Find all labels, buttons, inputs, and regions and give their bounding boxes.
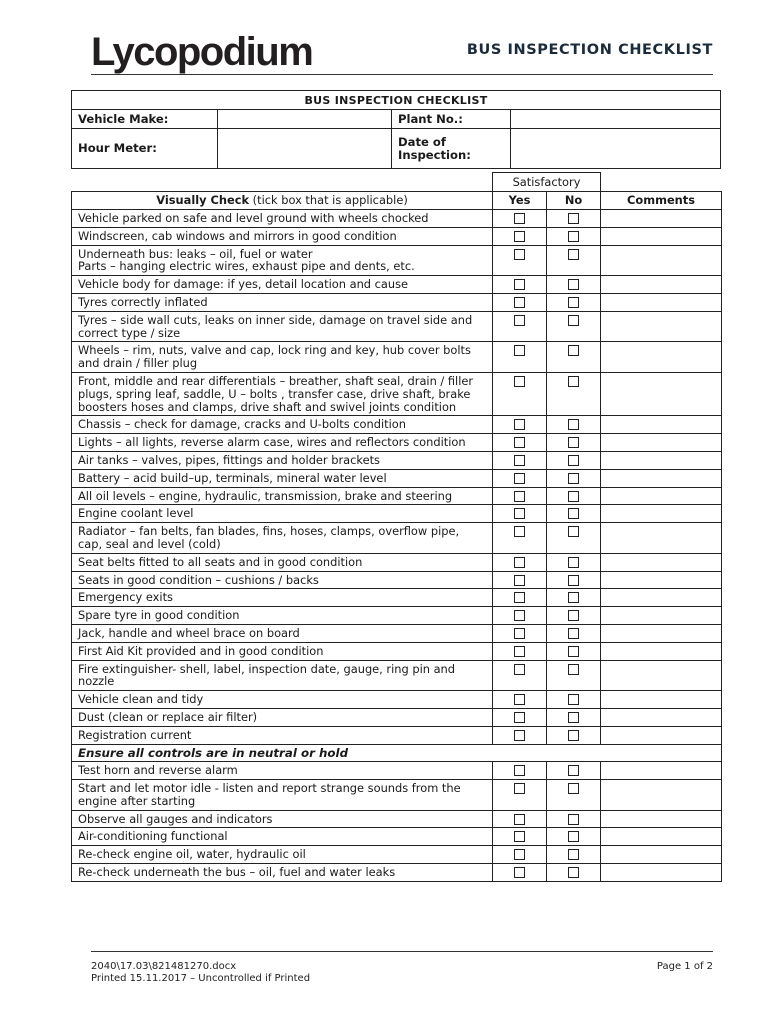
comments-cell[interactable] <box>601 708 722 726</box>
checklist-item-label: Battery – acid build–up, terminals, mineral water level <box>72 469 493 487</box>
yes-checkbox[interactable] <box>514 437 525 448</box>
info-table-title: BUS INSPECTION CHECKLIST <box>72 91 721 110</box>
yes-checkbox[interactable] <box>514 664 525 675</box>
checklist-item-label: Jack, handle and wheel brace on board <box>72 624 493 642</box>
no-checkbox[interactable] <box>568 315 579 326</box>
no-checkbox[interactable] <box>568 831 579 842</box>
yes-checkbox[interactable] <box>514 297 525 308</box>
checklist-item-label: Vehicle parked on safe and level ground with wheels chocked <box>72 210 493 228</box>
yes-checkbox[interactable] <box>514 575 525 586</box>
no-checkbox[interactable] <box>568 610 579 621</box>
company-logo: Lycopodium <box>91 30 313 74</box>
comments-cell[interactable] <box>601 828 722 846</box>
comments-cell[interactable] <box>601 589 722 607</box>
checklist-row <box>72 245 722 276</box>
no-checkbox[interactable] <box>568 213 579 224</box>
yes-checkbox[interactable] <box>514 315 525 326</box>
yes-checkbox[interactable] <box>514 592 525 603</box>
checklist-item-label: All oil levels – engine, hydraulic, transmission, brake and steering <box>72 487 493 505</box>
comments-cell[interactable] <box>601 245 722 276</box>
hour-meter-field[interactable] <box>218 129 392 169</box>
no-checkbox[interactable] <box>568 575 579 586</box>
no-checkbox[interactable] <box>568 628 579 639</box>
checklist-row <box>72 846 722 864</box>
yes-checkbox[interactable] <box>514 694 525 705</box>
comments-cell[interactable] <box>601 642 722 660</box>
comments-cell[interactable] <box>601 864 722 882</box>
comments-cell[interactable] <box>601 342 722 373</box>
checklist-item-label: Emergency exits <box>72 589 493 607</box>
checklist-row <box>72 708 722 726</box>
checklist-row <box>72 864 722 882</box>
checklist-row <box>72 276 722 294</box>
checklist-row <box>72 416 722 434</box>
no-checkbox[interactable] <box>568 694 579 705</box>
checklist-item-label: Start and let motor idle - listen and report strange sounds from the engine after starting <box>72 780 493 811</box>
yes-checkbox[interactable] <box>514 610 525 621</box>
yes-checkbox[interactable] <box>514 376 525 387</box>
no-checkbox[interactable] <box>568 664 579 675</box>
inspection-date-field[interactable] <box>511 129 721 169</box>
comments-cell[interactable] <box>601 210 722 228</box>
page-number: Page 1 of 2 <box>656 961 713 972</box>
checklist-row <box>72 726 722 744</box>
checklist-item-label: Fire extinguisher- shell, label, inspection date, gauge, ring pin and nozzle <box>72 660 493 691</box>
footer-left <box>91 961 310 985</box>
no-checkbox[interactable] <box>568 783 579 794</box>
yes-checkbox[interactable] <box>514 473 525 484</box>
checklist-item-label: First Aid Kit provided and in good condition <box>72 642 493 660</box>
comments-cell[interactable] <box>601 505 722 523</box>
yes-checkbox[interactable] <box>514 849 525 860</box>
checklist-row <box>72 660 722 691</box>
no-checkbox[interactable] <box>568 849 579 860</box>
no-checkbox[interactable] <box>568 712 579 723</box>
yes-checkbox[interactable] <box>514 491 525 502</box>
no-checkbox[interactable] <box>568 491 579 502</box>
no-checkbox[interactable] <box>568 473 579 484</box>
checklist-item-label: Lights – all lights, reverse alarm case, wires and reflectors condition <box>72 434 493 452</box>
section-heading: Ensure all controls are in neutral or hold <box>72 744 722 762</box>
yes-checkbox[interactable] <box>514 831 525 842</box>
hour-meter-label: Hour Meter: <box>72 129 218 169</box>
checklist-item-label: Re-check underneath the bus – oil, fuel and water leaks <box>72 864 493 882</box>
no-checkbox[interactable] <box>568 814 579 825</box>
checklist-row <box>72 210 722 228</box>
no-checkbox[interactable] <box>568 437 579 448</box>
checklist-row <box>72 810 722 828</box>
checklist-row <box>72 487 722 505</box>
checklist-item-label: Re-check engine oil, water, hydraulic oil <box>72 846 493 864</box>
comments-cell[interactable] <box>601 726 722 744</box>
checklist-row <box>72 553 722 571</box>
comments-header: Comments <box>601 192 722 210</box>
checklist-item-label: Tyres – side wall cuts, leaks on inner side, damage on travel side and correct type / size <box>72 311 493 342</box>
satisfactory-header: Satisfactory <box>493 173 601 192</box>
visually-check-header: Visually Check (tick box that is applicable) <box>72 192 493 210</box>
checklist-row <box>72 780 722 811</box>
checklist-item-label: Seat belts fitted to all seats and in good condition <box>72 553 493 571</box>
inspection-date-label: Date of Inspection: <box>392 129 511 169</box>
checklist-row <box>72 469 722 487</box>
no-checkbox[interactable] <box>568 419 579 430</box>
no-checkbox[interactable] <box>568 646 579 657</box>
no-header: No <box>547 192 601 210</box>
checklist-item-label: Wheels – rim, nuts, valve and cap, lock ring and key, hub cover bolts and drain / filler plug <box>72 342 493 373</box>
no-checkbox[interactable] <box>568 867 579 878</box>
comments-cell[interactable] <box>601 691 722 709</box>
document-title: BUS INSPECTION CHECKLIST <box>466 42 713 58</box>
yes-checkbox[interactable] <box>514 765 525 776</box>
checklist-item-label: Dust (clean or replace air filter) <box>72 708 493 726</box>
checklist-row <box>72 311 722 342</box>
no-checkbox[interactable] <box>568 730 579 741</box>
comments-cell[interactable] <box>601 276 722 294</box>
no-checkbox[interactable] <box>568 249 579 260</box>
checklist-row <box>72 589 722 607</box>
checklist-row <box>72 293 722 311</box>
comments-cell[interactable] <box>601 780 722 811</box>
checklist-row <box>72 434 722 452</box>
checklist-row <box>72 451 722 469</box>
plant-no-field[interactable] <box>511 110 721 129</box>
yes-checkbox[interactable] <box>514 213 525 224</box>
comments-cell[interactable] <box>601 372 722 415</box>
checklist-item-label: Vehicle body for damage: if yes, detail location and cause <box>72 276 493 294</box>
comments-cell[interactable] <box>601 762 722 780</box>
comments-cell[interactable] <box>601 227 722 245</box>
comments-cell[interactable] <box>601 469 722 487</box>
yes-checkbox[interactable] <box>514 279 525 290</box>
comments-cell[interactable] <box>601 810 722 828</box>
vehicle-make-label: Vehicle Make: <box>72 110 218 129</box>
checklist-row <box>72 642 722 660</box>
comments-cell[interactable] <box>601 416 722 434</box>
checklist-row <box>72 828 722 846</box>
checklist-row <box>72 607 722 625</box>
checklist-item-label: Spare tyre in good condition <box>72 607 493 625</box>
yes-checkbox[interactable] <box>514 628 525 639</box>
no-checkbox[interactable] <box>568 526 579 537</box>
yes-checkbox[interactable] <box>514 419 525 430</box>
comments-cell[interactable] <box>601 553 722 571</box>
document-reference: 2040\17.03\821481270.docx <box>91 961 237 972</box>
checklist-row <box>72 762 722 780</box>
checklist-row <box>72 571 722 589</box>
checklist-item-label: Registration current <box>72 726 493 744</box>
yes-checkbox[interactable] <box>514 345 525 356</box>
checklist-row <box>72 372 722 415</box>
no-checkbox[interactable] <box>568 765 579 776</box>
checklist-item-label: Observe all gauges and indicators <box>72 810 493 828</box>
checklist-item-label: Test horn and reverse alarm <box>72 762 493 780</box>
comments-cell[interactable] <box>601 311 722 342</box>
plant-no-label: Plant No.: <box>392 110 511 129</box>
checklist-item-label: Air-conditioning functional <box>72 828 493 846</box>
no-checkbox[interactable] <box>568 455 579 466</box>
comments-cell[interactable] <box>601 846 722 864</box>
yes-checkbox[interactable] <box>514 867 525 878</box>
yes-checkbox[interactable] <box>514 557 525 568</box>
comments-cell[interactable] <box>601 487 722 505</box>
checklist-item-label: Tyres correctly inflated <box>72 293 493 311</box>
checklist-row <box>72 523 722 554</box>
checklist-item-label: Radiator – fan belts, fan blades, fins, hoses, clamps, overflow pipe, cap, seal and level (cold) <box>72 523 493 554</box>
comments-cell[interactable] <box>601 607 722 625</box>
checklist-row <box>72 624 722 642</box>
yes-checkbox[interactable] <box>514 730 525 741</box>
yes-checkbox[interactable] <box>514 231 525 242</box>
vehicle-info-table <box>71 90 721 169</box>
print-notice: Printed 15.11.2017 – Uncontrolled if Printed <box>91 973 311 984</box>
no-checkbox[interactable] <box>568 297 579 308</box>
yes-checkbox[interactable] <box>514 646 525 657</box>
yes-checkbox[interactable] <box>514 783 525 794</box>
yes-checkbox[interactable] <box>514 455 525 466</box>
yes-checkbox[interactable] <box>514 508 525 519</box>
comments-cell[interactable] <box>601 523 722 554</box>
footer-divider <box>91 951 713 952</box>
checklist-item-label: Underneath bus: leaks – oil, fuel or water Parts – hanging electric wires, exhaust pipe and dents, etc. <box>72 245 493 276</box>
header-divider <box>91 74 713 75</box>
no-checkbox[interactable] <box>568 557 579 568</box>
checklist-item-label: Front, middle and rear differentials – breather, shaft seal, drain / filler plugs, spring leaf, saddle, U – bolts , transfer case, drive shaft, brake boosters hoses and clamps, drive shaft and swivel joints condition <box>72 372 493 415</box>
comments-cell[interactable] <box>601 293 722 311</box>
checklist-item-label: Windscreen, cab windows and mirrors in good condition <box>72 227 493 245</box>
yes-checkbox[interactable] <box>514 526 525 537</box>
yes-checkbox[interactable] <box>514 814 525 825</box>
yes-checkbox[interactable] <box>514 712 525 723</box>
checklist-item-label: Seats in good condition – cushions / backs <box>72 571 493 589</box>
checklist-item-label: Air tanks – valves, pipes, fittings and holder brackets <box>72 451 493 469</box>
comments-cell[interactable] <box>601 571 722 589</box>
checklist-row <box>72 342 722 373</box>
no-checkbox[interactable] <box>568 376 579 387</box>
checklist-item-label: Engine coolant level <box>72 505 493 523</box>
no-checkbox[interactable] <box>568 345 579 356</box>
no-checkbox[interactable] <box>568 508 579 519</box>
yes-checkbox[interactable] <box>514 249 525 260</box>
comments-cell[interactable] <box>601 451 722 469</box>
checklist-row <box>72 691 722 709</box>
checklist-row <box>72 505 722 523</box>
comments-cell[interactable] <box>601 434 722 452</box>
no-checkbox[interactable] <box>568 592 579 603</box>
no-checkbox[interactable] <box>568 279 579 290</box>
inspection-checklist-table <box>71 172 722 882</box>
checklist-item-label: Vehicle clean and tidy <box>72 691 493 709</box>
yes-header: Yes <box>493 192 547 210</box>
checklist-row <box>72 227 722 245</box>
comments-cell[interactable] <box>601 624 722 642</box>
vehicle-make-field[interactable] <box>218 110 392 129</box>
no-checkbox[interactable] <box>568 231 579 242</box>
comments-cell[interactable] <box>601 660 722 691</box>
checklist-item-label: Chassis – check for damage, cracks and U-bolts condition <box>72 416 493 434</box>
section-row <box>72 744 722 762</box>
